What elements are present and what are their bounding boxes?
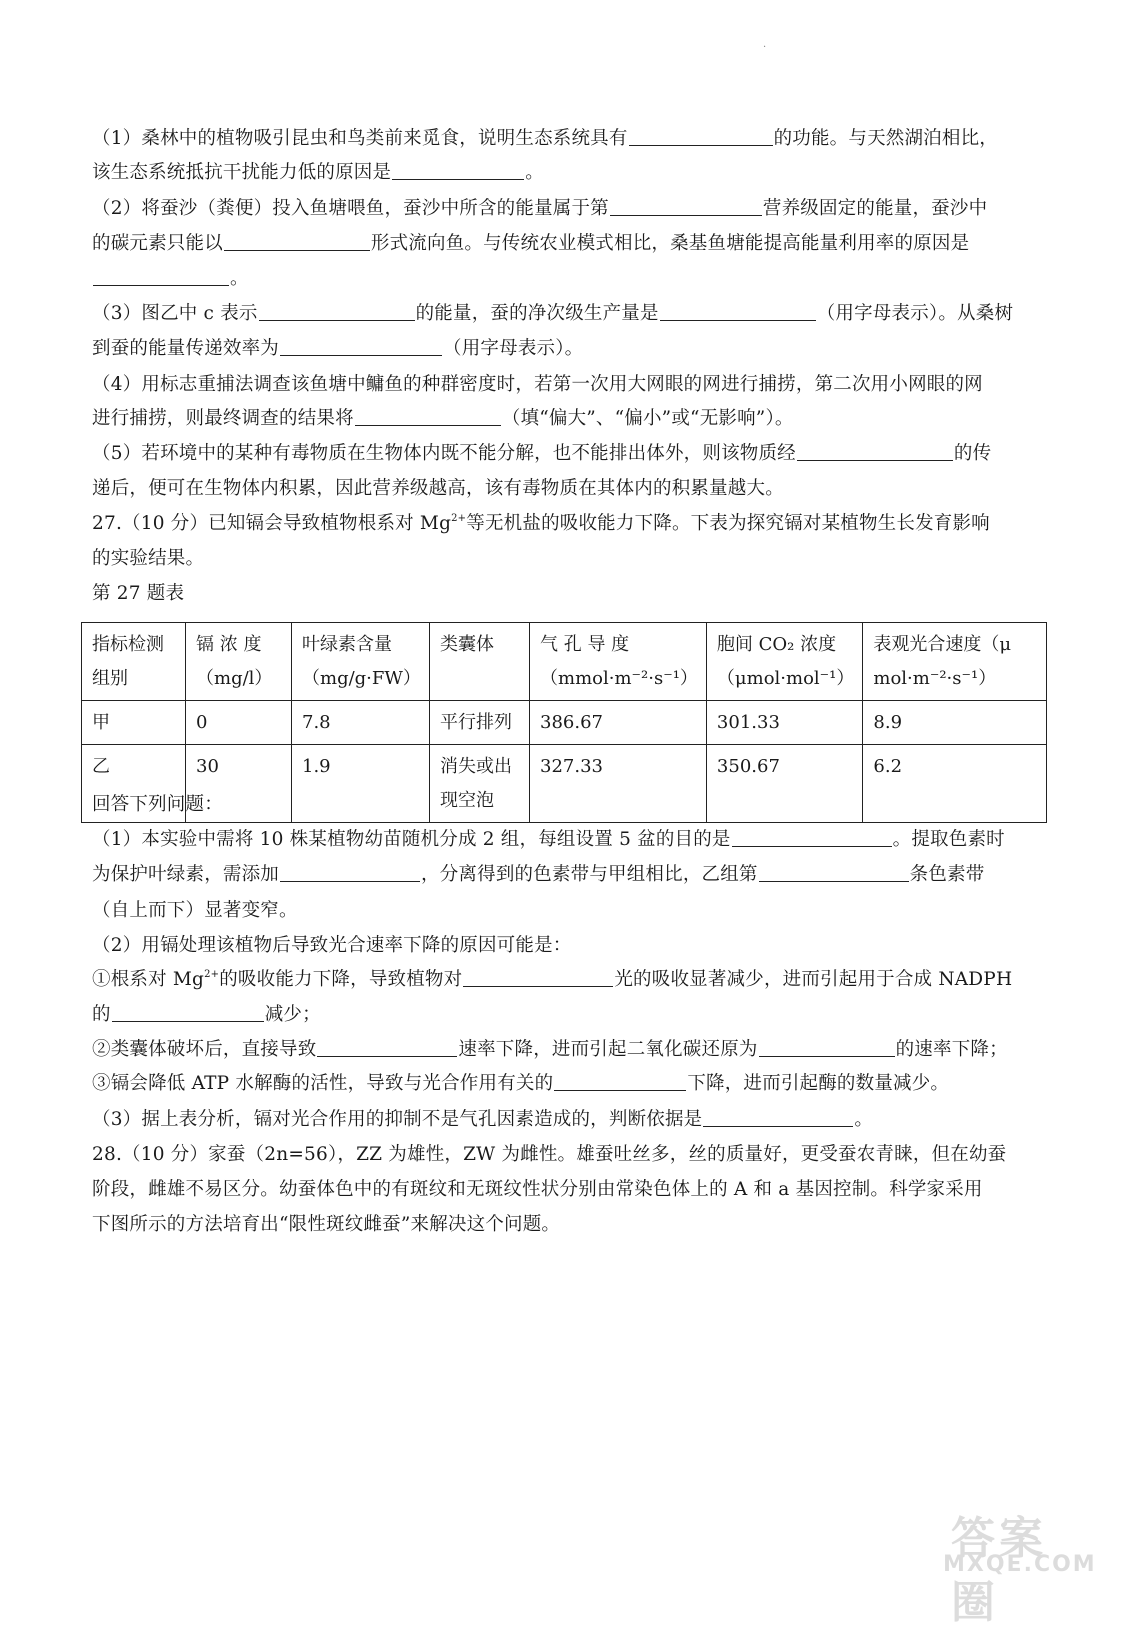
- table-cell: 327.33: [530, 745, 707, 823]
- table-cell: 1.9: [292, 745, 430, 823]
- answer-blank: [554, 1072, 686, 1091]
- table-cell: 0: [186, 701, 292, 745]
- table-cell: 30: [186, 745, 292, 823]
- answer-blank: [703, 1108, 853, 1127]
- text: ，分离得到的色素带与甲组相比，乙组第: [421, 864, 758, 885]
- text: ③镉会降低 ATP 水解酶的活性，导致与光合作用有关的: [92, 1073, 554, 1094]
- text: 的能量，蚕的净次级生产量是: [415, 303, 659, 324]
- text: 。: [230, 268, 249, 289]
- table-cell: 平行排列: [430, 701, 530, 745]
- answer-blank: [224, 232, 370, 251]
- superscript: 2+: [451, 513, 467, 524]
- header-cell: [292, 623, 430, 701]
- answer-blank: [392, 161, 524, 180]
- q28-line3: 下图所示的方法培育出“限性斑纹雌蚕”来解决这个问题。: [92, 1214, 561, 1235]
- text: ①根系对 Mg: [92, 969, 205, 990]
- text: 光的吸收显著减少，进而引起用于合成 NADPH: [614, 969, 1013, 990]
- watermark-url: MXQE.COM: [943, 1552, 1097, 1577]
- answer-blank: [629, 127, 773, 146]
- text: 。: [854, 1109, 874, 1130]
- text: （用字母表示）。从桑树: [816, 303, 1014, 324]
- text: 条色素带: [909, 864, 985, 885]
- text: 进行捕捞，则最终调查的结果将: [92, 408, 354, 429]
- table-header-row: [82, 623, 1047, 701]
- q27-p1-line3: [92, 898, 298, 924]
- text: 递后，便可在生物体内积累，因此营养级越高，该有毒物质在其体内的积累量越大。: [92, 478, 784, 499]
- header-cell: [706, 623, 862, 701]
- header-cell: [82, 623, 186, 701]
- q28-line1: 28.（10 分）家蚕（2n=56），ZZ 为雄性，ZW 为雌性。雄蚕吐丝多，丝的质量好，更受蚕农青睐，但在幼蚕: [92, 1144, 1007, 1165]
- text: 该生态系统抵抗干扰能力低的原因是: [92, 162, 392, 183]
- q26-p1-line1: [92, 126, 998, 152]
- q26-p3-line2: [92, 336, 583, 362]
- answer-blank: [112, 1003, 264, 1022]
- q26-p2-line2: [92, 231, 969, 257]
- q27-p2-line2: [92, 967, 1012, 993]
- table-cell: 消失或出 现空泡: [430, 745, 530, 823]
- text: （5）若环境中的某种有毒物质在生物体内既不能分解，也不能排出体外，则该物质经: [92, 443, 796, 464]
- q26-p5-line1: [92, 441, 991, 467]
- table-row: [82, 745, 1047, 823]
- header-line: 气 孔 导 度: [540, 634, 630, 655]
- q27-p1-line2: [92, 862, 984, 888]
- text: 速率下降，进而引起二氧化碳还原为: [458, 1039, 758, 1060]
- q26-p1-line2: [92, 160, 544, 186]
- table-cell: 386.67: [530, 701, 707, 745]
- header-line: （μmol·mol⁻¹）: [716, 668, 855, 689]
- table-cell: 乙: [82, 745, 186, 823]
- q27-p2-line1: [92, 933, 571, 959]
- answer-blank: [732, 828, 892, 847]
- header-line: 叶绿素含量: [302, 634, 392, 655]
- text: 减少；: [264, 1004, 321, 1025]
- text: （1）本实验中需将 10 株某植物幼苗随机分成 2 组，每组设置 5 盆的目的是: [92, 829, 731, 850]
- text: （填“偏大”、“偏小”或“无影响”）。: [501, 408, 794, 429]
- page-mark: ·: [763, 42, 767, 53]
- table-cell: 8.9: [863, 701, 1047, 745]
- answer-blank: [610, 197, 762, 216]
- table-caption: 第 27 题表: [92, 583, 185, 604]
- q26-p2-line1: [92, 196, 987, 222]
- header-line: 胞间 CO₂ 浓度: [716, 634, 837, 655]
- header-line: 镉 浓 度: [196, 634, 262, 655]
- q26-p5-line2: [92, 476, 784, 502]
- text: （2）用镉处理该植物后导致光合速率下降的原因可能是：: [92, 935, 572, 956]
- q26-p2-line3: [92, 266, 249, 292]
- answer-blank: [759, 863, 909, 882]
- q27-p3-line1: [92, 1107, 873, 1133]
- table-row: [82, 701, 1047, 745]
- answer-blank: [93, 267, 229, 286]
- header-cell: [530, 623, 707, 701]
- q26-p4-line2: [92, 406, 794, 432]
- text: 的吸收能力下降，导致植物对: [219, 969, 463, 990]
- header-line: （mg/g·FW）: [302, 668, 421, 689]
- q27-intro-line2: [92, 546, 204, 572]
- table-cell: 甲: [82, 701, 186, 745]
- text: 的实验结果。: [92, 548, 205, 569]
- text: 27.（10 分）已知镉会导致植物根系对 Mg: [92, 513, 452, 534]
- answer-blank: [660, 302, 816, 321]
- text: （1）桑林中的植物吸引昆虫和鸟类前来觅食，说明生态系统具有: [92, 128, 628, 149]
- header-line: 指标检测: [92, 634, 164, 655]
- table-cell: 350.67: [706, 745, 862, 823]
- text: ②类囊体破坏后，直接导致: [92, 1039, 317, 1060]
- answer-blank: [280, 863, 420, 882]
- text: 的碳元素只能以: [92, 233, 223, 254]
- text: 。: [525, 162, 544, 183]
- superscript: 2+: [204, 969, 220, 980]
- header-cell: [186, 623, 292, 701]
- answer-blank: [463, 968, 613, 987]
- header-line: 表观光合速度（μ: [873, 634, 1012, 655]
- answer-blank: [355, 407, 501, 426]
- text: 下降，进而引起酶的数量减少。: [687, 1073, 950, 1094]
- q28-line2: 阶段，雌雄不易区分。幼蚕体色中的有斑纹和无斑纹性状分别由常染色体上的 A 和 a 基因控制。科学家采用: [92, 1179, 983, 1200]
- text: 营养级固定的能量，蚕沙中: [762, 198, 988, 219]
- text: 的功能。与天然湖泊相比，: [773, 128, 998, 149]
- header-line: mol·m⁻²·s⁻¹）: [873, 668, 997, 689]
- watermark-logo: [901, 1502, 1097, 1628]
- text: 形式流向鱼。与传统农业模式相比，桑基鱼塘能提高能量利用率的原因是: [370, 233, 970, 254]
- text: 为保护叶绿素，需添加: [92, 864, 280, 885]
- text: （自上而下）显著变窄。: [92, 900, 298, 921]
- header-line: 组别: [92, 668, 128, 689]
- header-cell: [430, 623, 530, 701]
- header-line: （mmol·m⁻²·s⁻¹）: [540, 668, 698, 689]
- q26-p4-line1: [92, 372, 983, 398]
- answer-blank: [259, 302, 415, 321]
- text: （4）用标志重捕法调查该鱼塘中鳙鱼的种群密度时，若第一次用大网眼的网进行捕捞，第二次用小网眼的网: [92, 374, 983, 395]
- q27-p2-line4: [92, 1037, 1008, 1063]
- text: （用字母表示）。: [443, 338, 584, 359]
- text: （3）图乙中 c 表示: [92, 303, 258, 324]
- table-cell: 301.33: [706, 701, 862, 745]
- text: （3）据上表分析，镉对光合作用的抑制不是气孔因素造成的，判断依据是: [92, 1109, 703, 1130]
- header-cell: [863, 623, 1047, 701]
- q27-p2-line3: [92, 1002, 321, 1028]
- answer-blank: [280, 337, 442, 356]
- q27-p2-line5: [92, 1071, 949, 1097]
- answer-blank: [759, 1038, 895, 1057]
- header-line: （mg/l）: [196, 668, 273, 689]
- answer-blank: [797, 442, 953, 461]
- text: 。提取色素时: [892, 829, 1005, 850]
- q27-p1-line1: [92, 827, 1005, 853]
- table-cell: 7.8: [292, 701, 430, 745]
- text: （2）将蚕沙（粪便）投入鱼塘喂鱼，蚕沙中所含的能量属于第: [92, 198, 609, 219]
- table-cell: 6.2: [863, 745, 1047, 823]
- answer-blank: [317, 1038, 457, 1057]
- text: 的传: [953, 443, 992, 464]
- text: 的: [92, 1004, 111, 1025]
- text: 到蚕的能量传递效率为: [92, 338, 280, 359]
- q27-intro-line1: [92, 511, 990, 537]
- results-table: [81, 622, 1047, 823]
- answer-prompt: 回答下列问题：: [92, 794, 223, 815]
- q26-p3-line1: [92, 301, 1013, 327]
- text: 的速率下降；: [895, 1039, 1008, 1060]
- text: 等无机盐的吸收能力下降。下表为探究镉对某植物生长发育影响: [466, 513, 990, 534]
- header-line: 类囊体: [440, 634, 494, 655]
- watermark-text: 答案圈: [951, 1513, 1047, 1628]
